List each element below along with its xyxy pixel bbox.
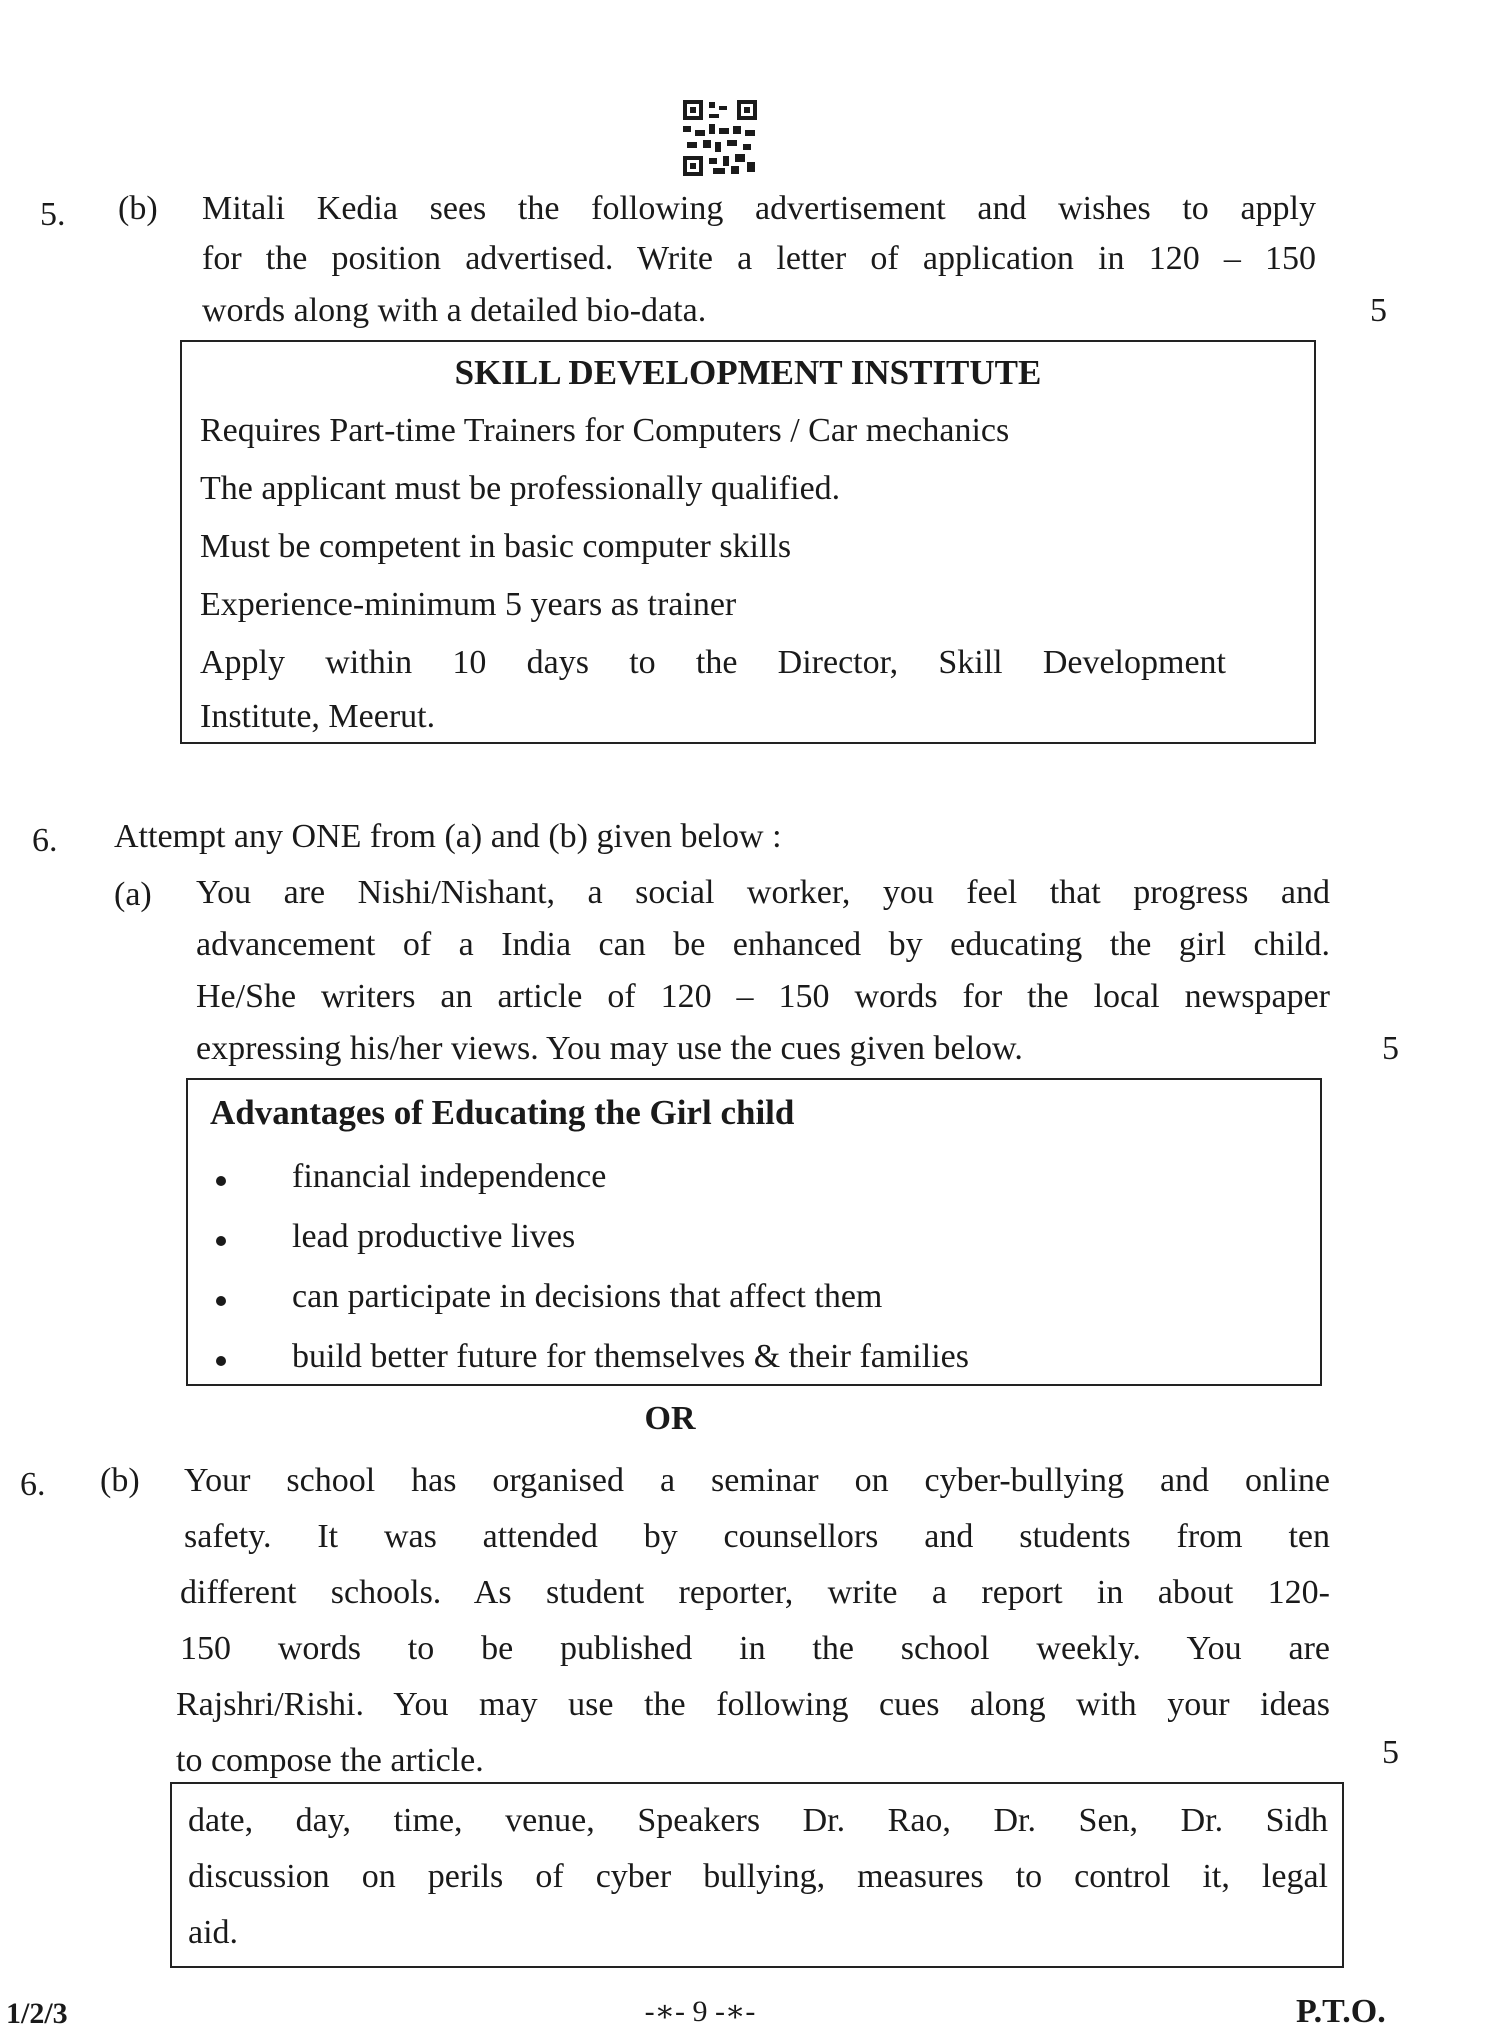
q6a-marks: 5 (1382, 1030, 1399, 1067)
advertisement-line: Requires Part-time Trainers for Computers / Car mechanics (200, 412, 1010, 449)
seminar-cue-line: date, day, time, venue, Speakers Dr. Rao, Dr. Sen, Dr. Sidh (188, 1802, 1328, 1839)
paper-code: 1/2/3 (6, 1997, 68, 2030)
page-number-value: 9 (692, 1995, 708, 2028)
q6a-text-line-3: He/She writers an article of 120 – 150 words for the local newspaper (196, 978, 1330, 1015)
page-dash-right-icon: -∗- (715, 1995, 756, 2028)
qr-code-icon (683, 100, 757, 176)
q6a-text-line-4: expressing his/her views. You may use the cues given below. (196, 1030, 1023, 1067)
advertisement-line: Must be competent in basic computer skills (200, 528, 792, 565)
q5-text-line-1: Mitali Kedia sees the following advertisement and wishes to apply (202, 190, 1316, 227)
q6b-text-line-6: to compose the article. (176, 1742, 484, 1779)
q5-number: 5. (40, 196, 66, 233)
q5-part-label: (b) (118, 190, 158, 227)
q5-text-line-3: words along with a detailed bio-data. (202, 292, 707, 329)
q6a-text-line-2: advancement of a India can be enhanced by educating the girl child. (196, 926, 1330, 963)
bullet-icon (216, 1176, 226, 1186)
q6b-text-line-3: different schools. As student reporter, write a report in about 120- (180, 1574, 1330, 1611)
page-dash-left-icon: -∗- (644, 1995, 685, 2028)
page-number (620, 1992, 780, 2032)
advertisement-line: Apply within 10 days to the Director, Skill Development (200, 644, 1226, 681)
cue-item: can participate in decisions that affect them (292, 1278, 883, 1315)
advertisement-title: SKILL DEVELOPMENT INSTITUTE (454, 353, 1042, 392)
q5-marks: 5 (1370, 292, 1387, 329)
cues-title: Advantages of Educating the Girl child (210, 1093, 795, 1132)
cue-item: lead productive lives (292, 1218, 576, 1255)
bullet-icon (216, 1236, 226, 1246)
advertisement-line: Institute, Meerut. (200, 698, 436, 735)
seminar-cue-line: discussion on perils of cyber bullying, measures to control it, legal (188, 1858, 1328, 1895)
q6a-part-label: (a) (114, 876, 152, 913)
q6b-text-line-4: 150 words to be published in the school weekly. You are (180, 1630, 1330, 1667)
advertisement-line: The applicant must be professionally qualified. (200, 470, 841, 507)
q5-text-line-2: for the position advertised. Write a letter of application in 120 – 150 (202, 240, 1316, 277)
q6a-text-line-1: You are Nishi/Nishant, a social worker, you feel that progress and (196, 874, 1330, 911)
q6b-text-line-1: Your school has organised a seminar on cyber-bullying and online (184, 1462, 1330, 1499)
cue-item: financial independence (292, 1158, 607, 1195)
pto-label: P.T.O. (1296, 1993, 1386, 2030)
q6b-number: 6. (20, 1466, 46, 1503)
bullet-icon (216, 1296, 226, 1306)
seminar-cue-line: aid. (188, 1914, 239, 1951)
cue-item: build better future for themselves & their families (292, 1338, 969, 1375)
or-separator: OR (644, 1400, 696, 1437)
q6b-part-label: (b) (100, 1462, 140, 1499)
q6-number: 6. (32, 822, 58, 859)
q6-intro: Attempt any ONE from (a) and (b) given below : (114, 818, 782, 855)
bullet-icon (216, 1356, 226, 1366)
advertisement-line: Experience-minimum 5 years as trainer (200, 586, 737, 623)
q6b-marks: 5 (1382, 1734, 1399, 1771)
q6b-text-line-2: safety. It was attended by counsellors and students from ten (184, 1518, 1330, 1555)
q6b-text-line-5: Rajshri/Rishi. You may use the following cues along with your ideas (176, 1686, 1330, 1723)
